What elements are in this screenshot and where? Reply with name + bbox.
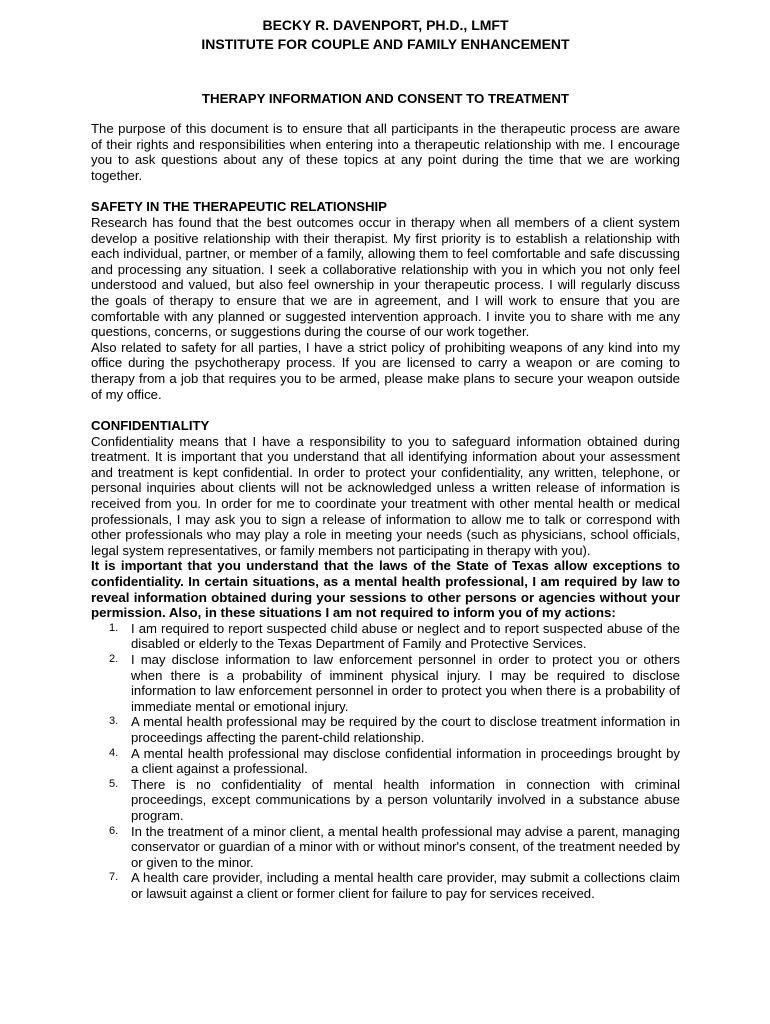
list-item-text: A mental health professional may disclose confidential information in proceedings brought by a client against a professional. — [131, 745, 680, 777]
intro-paragraph: The purpose of this document is to ensure that all participants in the therapeutic process are aware of their rights and responsibilities when entering into a therapeutic relationship with me. I encourage you to ask questions about any of these topics at any point during the time that we are working together. — [91, 121, 680, 183]
list-item-number: 1. — [109, 621, 119, 634]
document-title: THERAPY INFORMATION AND CONSENT TO TREATMENT — [201, 91, 570, 106]
safety-section-heading: SAFETY IN THE THERAPEUTIC RELATIONSHIP — [91, 199, 387, 215]
safety-paragraph-2: Also related to safety for all parties, I have a strict policy of prohibiting weapons of any kind into my office during the psychotherapy process. If you are licensed to carry a weapon or are coming to therapy from a job that requires you to be armed, please make plans to secure your weapon outside of my office. — [91, 339, 680, 402]
list-item-text: A mental health professional may be required by the court to disclose treatment information in proceedings affecting the parent-child relationship. — [131, 714, 680, 745]
list-item-text: In the treatment of a minor client, a mental health professional may advise a parent, managing conservator or guardian of a minor with or without minor's consent, of the treatment needed by or given to the minor. — [131, 823, 680, 870]
list-item-number: 2. — [109, 653, 119, 665]
institute-name-header: INSTITUTE FOR COUPLE AND FAMILY ENHANCEMENT — [201, 36, 570, 52]
author-name-header: BECKY R. DAVENPORT, PH.D., LMFT — [262, 17, 509, 33]
list-item — [91, 870, 680, 901]
list-item — [91, 621, 680, 652]
confidentiality-section-heading: CONFIDENTIALITY — [91, 418, 210, 434]
list-item — [91, 714, 680, 745]
list-item — [91, 777, 680, 824]
list-item-text: I am required to report suspected child abuse or neglect and to report suspected abuse of the disabled or elderly to the Texas Department of Family and Protective Services. — [131, 620, 680, 652]
confidentiality-paragraph-1: Confidentiality means that I have a responsibility to you to safeguard information obtained during treatment. It is important that you understand that all identifying information about your assessment and treatment is kept confidential. In order to protect your confidentiality, any written, telephone, or personal inquiries about clients will not be acknowledged unless a written release of information is received from you. In order for me to coordinate your treatment with other mental health or medical professionals, I may ask you to sign a release of information to allow me to talk or correspond with other professionals who may play a role in meeting your needs (such as physicians, school officials, legal system representatives, or family members not participating in therapy with you). — [91, 433, 680, 558]
list-item — [91, 824, 680, 871]
list-item — [91, 746, 680, 777]
list-item-number: 4. — [109, 746, 119, 759]
list-item-number: 5. — [109, 777, 119, 790]
confidentiality-exceptions-notice: It is important that you understand that the laws of the State of Texas allow exceptions to confidentiality. In certain situations, as a mental health professional, I am required by law to reveal information obtained during your sessions to other persons or agencies without your permission. Also, in these situations I am not required to inform you of my actions: — [91, 558, 680, 621]
list-item — [91, 652, 680, 714]
list-item-text: I may disclose information to law enforcement personnel in order to protect you or others when there is a probability of imminent physical injury. I may be required to disclose information to law enforcement personnel in order to protect you when there is a probability of immediate mental or emotional injury. — [131, 652, 680, 714]
safety-paragraph-1: Research has found that the best outcomes occur in therapy when all members of a client system develop a positive relationship with their therapist. My first priority is to establish a relationship with each individual, partner, or member of a family, allowing them to feel comfortable and safe discussing and processing any situation. I seek a collaborative relationship with you in which you not only feel understood and valued, but also feel ownership in your therapeutic process. I will regularly discuss the goals of therapy to ensure that we are in agreement, and I will work to ensure that you are comfortable with any planned or suggested intervention approach. I invite you to share with me any questions, concerns, or suggestions during the course of our work together. — [91, 214, 680, 340]
list-item-number: 6. — [109, 824, 119, 837]
list-item-number: 3. — [109, 715, 119, 728]
list-item-number: 7. — [109, 871, 119, 884]
list-item-text: There is no confidentiality of mental health information in connection with criminal proceedings, except communications by a person voluntarily involved in a substance abuse program. — [131, 776, 680, 823]
confidentiality-exceptions-list — [91, 621, 680, 902]
list-item-text: A health care provider, including a mental health care provider, may submit a collections claim or lawsuit against a client or former client for failure to pay for services received. — [131, 870, 680, 901]
